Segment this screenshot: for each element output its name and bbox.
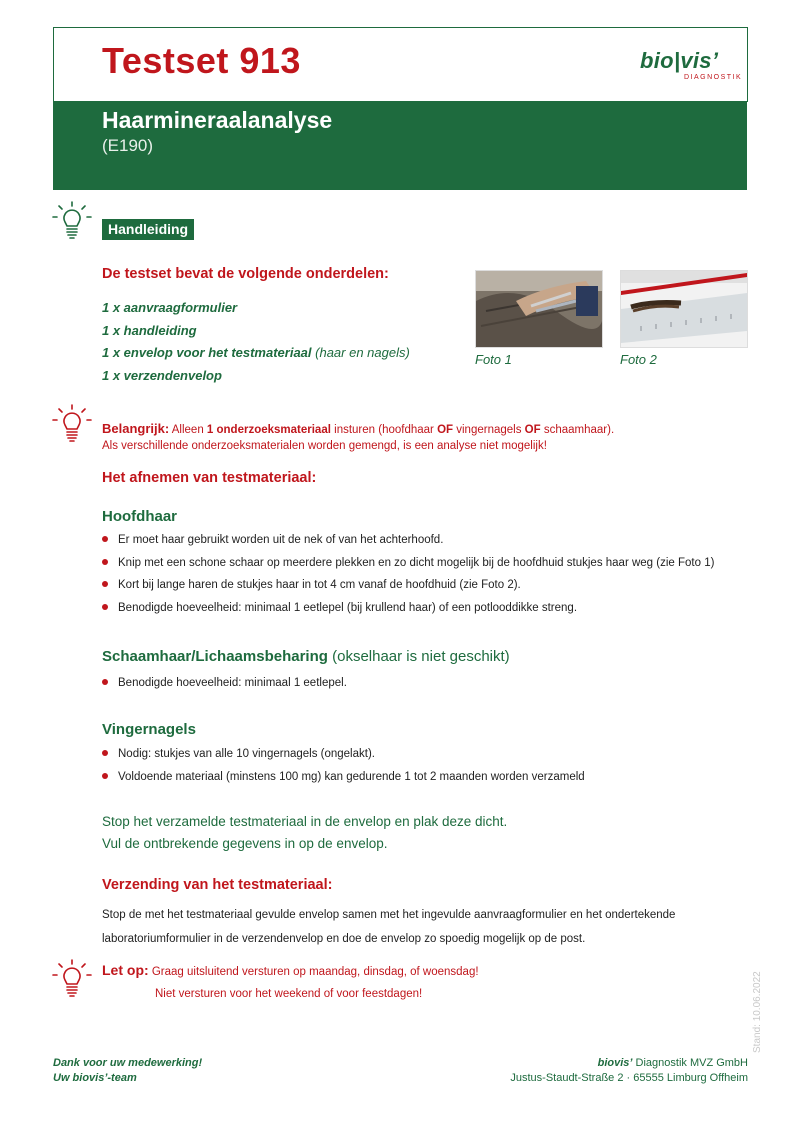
- vingernagels-title: Vingernagels: [102, 721, 196, 738]
- shipping-heading: Verzending van het testmateriaal:: [102, 877, 333, 893]
- photo-2-caption: Foto 2: [620, 352, 657, 367]
- footer-thanks: Dank voor uw medewerking! Uw biovis’-team: [53, 1057, 203, 1084]
- title-band: [53, 101, 747, 190]
- photo-1-caption: Foto 1: [475, 352, 512, 367]
- schaamhaar-list: [102, 673, 762, 696]
- list-item: 1 x verzendenvelop: [102, 367, 222, 383]
- shipping-line-2: laboratoriumformulier in de verzendenvelop en doe de envelop zo spoedig mogelijk op de post.: [102, 933, 586, 945]
- lightbulb-icon: [50, 958, 94, 1002]
- sampling-heading: Het afnemen van testmateriaal:: [102, 470, 317, 486]
- schaamhaar-heading: [102, 648, 510, 666]
- list-item: Er moet haar gebruikt worden uit de nek of van het achterhoofd.: [102, 530, 762, 553]
- hoofdhaar-title: Hoofdhaar: [102, 508, 177, 525]
- stand-date: Stand: 10.06.2022: [752, 971, 763, 1053]
- logo-subtitle: DIAGNOSTIK: [684, 74, 743, 81]
- lightbulb-icon: [50, 200, 94, 244]
- list-item: Nodig: stukjes van alle 10 vingernagels (ongelakt).: [102, 744, 762, 767]
- contents-heading: De testset bevat de volgende onderdelen:: [102, 266, 389, 282]
- shipping-line-1: Stop de met het testmateriaal gevulde envelop samen met het ingevulde aanvraagformulier en het ondertekende: [102, 909, 676, 921]
- important-note: Belangrijk: Alleen 1 onderzoeksmateriaal insturen (hoofdhaar OF vingernagels OF schaamhaar).: [102, 421, 615, 436]
- letop-line-2: Niet versturen voor het weekend of voor feestdagen!: [155, 988, 423, 1000]
- page-title: Testset 913: [102, 40, 301, 81]
- lightbulb-icon: [50, 403, 94, 447]
- list-item: Kort bij lange haren de stukjes haar in tot 4 cm vanaf de hoofdhuid (zie Foto 2).: [102, 575, 762, 598]
- schaamhaar-note: (okselhaar is niet geschikt): [327, 648, 510, 665]
- stop-line-1: Stop het verzamelde testmateriaal in de envelop en plak deze dicht.: [102, 814, 508, 829]
- letop-note: Let op: Graag uitsluitend versturen op maandag, dinsdag, of woensdag!: [102, 962, 479, 978]
- band-subtitle: (E190): [102, 136, 154, 155]
- logo-wordmark: bio|vis’: [640, 48, 719, 73]
- contents-list: [102, 300, 462, 390]
- list-item: 1 x handleiding: [102, 322, 197, 338]
- list-item: Voldoende materiaal (minstens 100 mg) kan gedurende 1 tot 2 maanden worden verzameld: [102, 767, 762, 790]
- vingernagels-list: [102, 744, 762, 789]
- list-item: 1 x envelop voor het testmateriaal (haar en nagels): [102, 345, 410, 360]
- important-note-line2: Als verschillende onderzoeksmaterialen worden gemengd, is een analyse niet mogelijk!: [102, 440, 547, 452]
- list-item: Benodigde hoeveelheid: minimaal 1 eetlepel.: [102, 673, 762, 696]
- biovis-logo: [640, 48, 750, 88]
- footer-address: biovis’ Diagnostik MVZ GmbH Justus-Staudt-Straße 2 · 65555 Limburg Offheim: [510, 1057, 748, 1084]
- handleiding-tag: Handleiding: [102, 219, 194, 240]
- photo-1: [475, 270, 603, 348]
- list-item: Knip met een schone schaar op meerdere plekken en zo dicht mogelijk bij de hoofdhuid stukjes haar weg (zie Foto 1): [102, 553, 762, 576]
- band-title: Haarmineraalanalyse: [102, 107, 333, 133]
- list-item: Benodigde hoeveelheid: minimaal 1 eetlepel (bij krullend haar) of een potlooddikke streng.: [102, 598, 762, 621]
- hoofdhaar-list: [102, 530, 762, 620]
- stop-line-2: Vul de ontbrekende gegevens in op de envelop.: [102, 836, 388, 851]
- photo-2: [620, 270, 748, 348]
- schaamhaar-title: Schaamhaar/Lichaamsbeharing: [102, 648, 328, 665]
- list-item: 1 x aanvraagformulier: [102, 300, 238, 315]
